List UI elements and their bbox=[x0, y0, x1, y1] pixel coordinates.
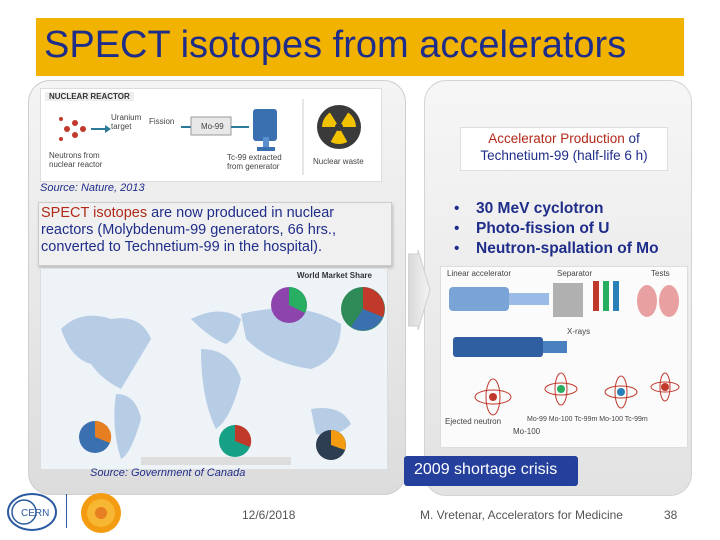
bullet-marker: • bbox=[454, 220, 460, 237]
generator-icon bbox=[253, 109, 277, 151]
tc99-label: Tc-99 extracted from generator bbox=[227, 153, 282, 171]
bullet-marker: • bbox=[454, 240, 460, 257]
neutron-cluster-icon bbox=[59, 117, 86, 141]
footer-page-number: 38 bbox=[664, 508, 678, 522]
label-mo100: Mo-100 bbox=[513, 427, 541, 436]
accel-line1 bbox=[461, 131, 667, 146]
label-ejected: Ejected neutron bbox=[445, 417, 502, 426]
cern-logo-text: CERN bbox=[21, 508, 50, 519]
nuclear-reactor-figure bbox=[40, 88, 382, 182]
label-isotope-row: Mo-99 Mo-100 Tc-99m Mo-100 Tc-99m bbox=[527, 416, 648, 423]
fission-label: Fission bbox=[149, 117, 175, 126]
slide-title: SPECT isotopes from accelerators bbox=[44, 24, 627, 66]
sun-logo-icon bbox=[78, 490, 124, 536]
bullet-text: Neutron-spallation of Mo bbox=[476, 240, 659, 257]
bullet-item bbox=[440, 220, 659, 240]
test-tubes-icon bbox=[593, 281, 619, 311]
accelerator-production-box bbox=[460, 127, 668, 171]
source-nature: Source: Nature, 2013 bbox=[40, 182, 145, 194]
world-market-map bbox=[40, 268, 388, 470]
neutrons-label: Neutrons from nuclear reactor bbox=[49, 151, 103, 169]
bullet-list bbox=[440, 200, 659, 260]
source-canada: Source: Government of Canada bbox=[90, 467, 246, 479]
footer-author: M. Vretenar, Accelerators for Medicine bbox=[420, 508, 623, 522]
accel-highlight: Accelerator Production bbox=[488, 131, 625, 146]
spect-highlight: SPECT isotopes bbox=[41, 205, 148, 221]
bullet-text: 30 MeV cyclotron bbox=[476, 200, 604, 217]
waste-label: Nuclear waste bbox=[313, 157, 364, 166]
title-bar bbox=[36, 18, 684, 76]
bullet-item bbox=[440, 240, 659, 260]
linac-figure bbox=[440, 266, 688, 448]
footer-date: 12/6/2018 bbox=[242, 508, 296, 522]
figure-header: NUCLEAR REACTOR bbox=[45, 92, 134, 101]
label-linac: Linear accelerator bbox=[447, 269, 512, 278]
mo99-label: Mo-99 bbox=[201, 122, 224, 131]
bullet-item bbox=[440, 200, 659, 220]
label-xrays: X-rays bbox=[567, 327, 591, 336]
spect-description bbox=[41, 205, 389, 256]
label-separator: Separator bbox=[557, 269, 593, 278]
radiation-hazard-icon bbox=[317, 105, 361, 149]
accel-line2: Technetium-99 (half-life 6 h) bbox=[480, 148, 648, 163]
right-arrow-icon bbox=[408, 250, 432, 330]
label-tests: Tests bbox=[651, 269, 670, 278]
crisis-label: 2009 shortage crisis bbox=[414, 461, 558, 478]
map-title: World Market Share bbox=[297, 271, 372, 280]
pie-chart-icon bbox=[341, 287, 385, 331]
spect-description-box bbox=[38, 202, 392, 266]
bullet-marker: • bbox=[454, 200, 460, 217]
logo-divider bbox=[66, 494, 67, 528]
cern-logo-icon bbox=[4, 490, 60, 534]
bullet-text: Photo-fission of U bbox=[476, 220, 610, 237]
accel-suffix: of bbox=[624, 131, 640, 146]
uranium-target-label: Uranium target bbox=[111, 113, 142, 131]
world-map-icon bbox=[41, 269, 387, 469]
spect-rest: are now produced in nuclear reactors (Molybdenum-99 generators, 66 hrs., converted to Technetium-99 in the hospital). bbox=[41, 205, 336, 255]
shortage-crisis-badge bbox=[404, 456, 578, 486]
